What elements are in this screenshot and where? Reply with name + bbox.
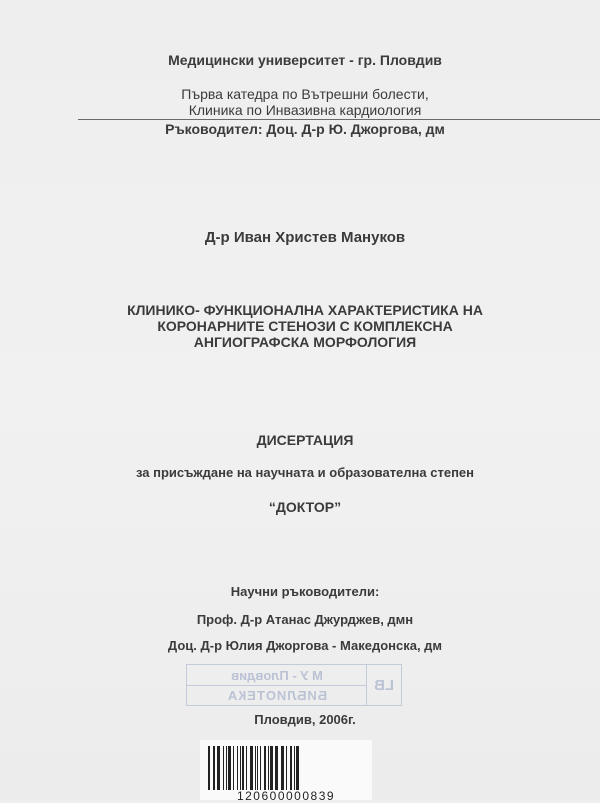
department-line-1: Първа катедра по Вътрешни болести, — [181, 86, 429, 102]
title-line-2: КОРОНАРНИТЕ СТЕНОЗИ С КОМПЛЕКСНА — [157, 318, 453, 334]
place-date: Пловдив, 2006г. — [254, 712, 356, 727]
barcode-bars — [208, 746, 364, 790]
author-name: Д-р Иван Христев Мануков — [204, 229, 406, 246]
barcode-label — [200, 740, 372, 803]
supervisors-label: Научни ръководители: — [230, 584, 380, 599]
stamp-line-2: БИБЛИОТЕКА — [226, 687, 328, 703]
title-line-1: КЛИНИКО- ФУНКЦИОНАЛНА ХАРАКТЕРИСТИКА НА — [127, 302, 483, 318]
department-line-2: Клиника по Инвазивна кардиология — [188, 102, 422, 118]
document-type: ДИСЕРТАЦИЯ — [256, 432, 354, 448]
department-head: Ръководител: Доц. Д-р Ю. Джоргова, дм — [165, 121, 445, 137]
supervisor-2: Доц. Д-р Юлия Джоргова - Македонска, дм — [167, 638, 443, 653]
library-stamp — [186, 664, 402, 706]
stamp-line-1: М У - Пловдив — [187, 665, 367, 686]
university-name: Медицински университет - гр. Пловдив — [168, 52, 442, 68]
supervisor-1: Проф. Д-р Атанас Джурджев, дмн — [196, 612, 414, 627]
barcode-number: 120600000839 — [236, 789, 336, 803]
header-divider — [78, 119, 600, 120]
title-line-3: АНГИОГРАФСКА МОРФОЛОГИЯ — [193, 334, 417, 350]
degree-purpose: за присъждане на научната и образователна степен — [135, 465, 475, 480]
degree-name: “ДОКТОР” — [268, 499, 342, 515]
barcode-bar — [299, 746, 301, 790]
stamp-mark: LB — [366, 665, 401, 705]
